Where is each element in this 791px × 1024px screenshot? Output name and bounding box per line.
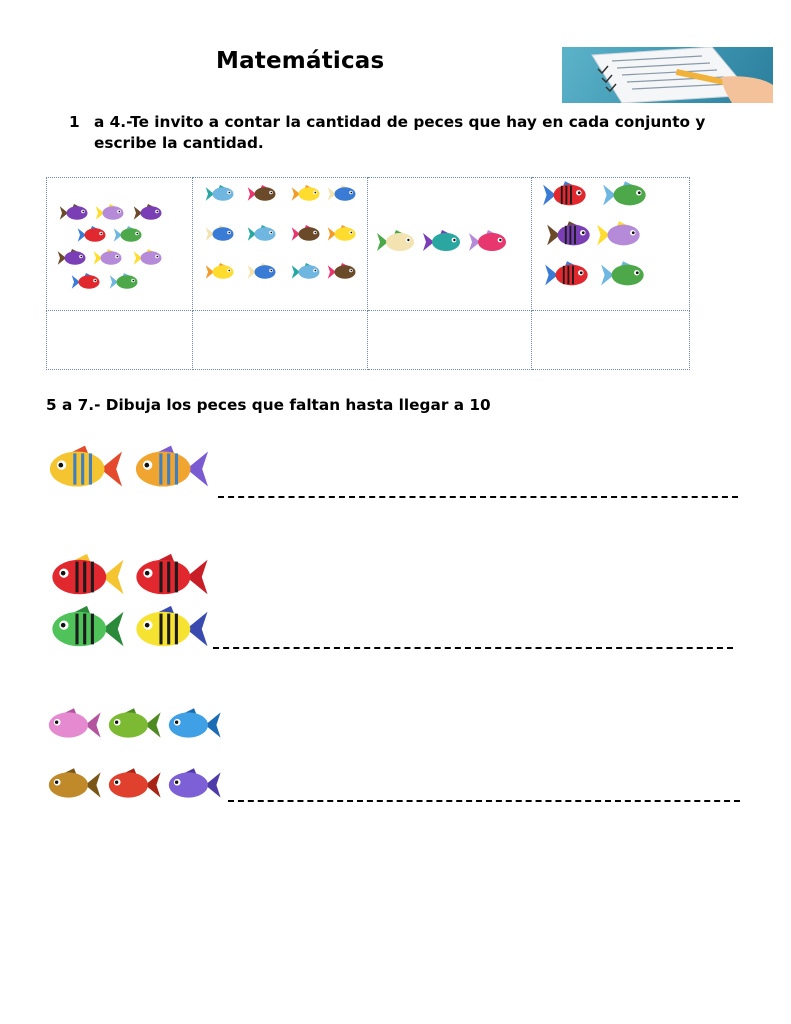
answer-box-4[interactable] xyxy=(532,311,690,370)
fish-icon xyxy=(291,262,321,282)
fish-icon xyxy=(46,762,102,808)
fish-icon xyxy=(46,702,102,748)
fish-icon xyxy=(46,440,124,498)
fish-icon xyxy=(327,224,357,244)
answer-line-7[interactable] xyxy=(228,800,740,802)
fish-icon xyxy=(109,272,139,292)
exercise2-instruction: 5 a 7.- Dibuja los peces que faltan hasta llegar a 10 xyxy=(46,396,491,414)
fish-icon xyxy=(596,220,642,250)
fish-group-icon xyxy=(368,178,531,310)
fish-icon xyxy=(132,604,210,654)
fish-icon xyxy=(71,272,101,292)
fish-set-3 xyxy=(368,178,532,311)
fish-icon xyxy=(133,203,163,223)
fish-icon xyxy=(600,260,646,290)
fish-sets-table xyxy=(46,177,690,370)
page-title: Matemáticas xyxy=(216,48,385,74)
fish-icon xyxy=(106,762,162,808)
answer-box-1[interactable] xyxy=(47,311,193,370)
answer-box-3[interactable] xyxy=(368,311,532,370)
fish-group-icon xyxy=(532,178,689,310)
exercise1-number: 1 xyxy=(69,113,80,131)
fish-icon xyxy=(77,225,107,245)
fish-icon xyxy=(166,702,222,748)
answer-line-5[interactable] xyxy=(218,496,738,498)
fish-icon xyxy=(291,224,321,244)
fish-icon xyxy=(422,228,462,256)
fish-icon xyxy=(544,260,590,290)
fish-icon xyxy=(247,224,277,244)
fish-icon xyxy=(59,203,89,223)
fish-icon xyxy=(132,552,210,602)
fish-icon xyxy=(468,228,508,256)
fish-icon xyxy=(327,262,357,282)
checklist-paper-pencil-icon xyxy=(562,47,773,103)
fish-set-4 xyxy=(532,178,690,311)
answer-box-2[interactable] xyxy=(193,311,368,370)
fish-icon xyxy=(106,702,162,748)
fish-icon xyxy=(546,220,592,250)
fish-icon xyxy=(327,184,357,204)
fish-set-1 xyxy=(47,178,193,311)
fish-set-2 xyxy=(193,178,368,311)
fish-icon xyxy=(132,440,210,498)
answer-line-6[interactable] xyxy=(213,647,733,649)
fish-icon xyxy=(166,762,222,808)
fish-icon xyxy=(602,180,648,210)
fish-icon xyxy=(48,552,126,602)
fish-icon xyxy=(205,184,235,204)
fish-icon xyxy=(133,248,163,268)
fish-icon xyxy=(57,248,87,268)
fish-icon xyxy=(247,262,277,282)
fish-group-icon xyxy=(47,178,192,310)
fish-icon xyxy=(95,203,125,223)
exercise1-text: a 4.-Te invito a contar la cantidad de peces que hay en cada conjunto y escribe la cantidad. xyxy=(94,113,706,152)
fish-icon xyxy=(542,180,588,210)
fish-icon xyxy=(205,224,235,244)
fish-icon xyxy=(205,262,235,282)
fish-icon xyxy=(113,225,143,245)
fish-icon xyxy=(48,604,126,654)
fish-icon xyxy=(247,184,277,204)
fish-group-icon xyxy=(193,178,367,310)
fish-icon xyxy=(376,228,416,256)
fish-icon xyxy=(291,184,321,204)
fish-icon xyxy=(93,248,123,268)
